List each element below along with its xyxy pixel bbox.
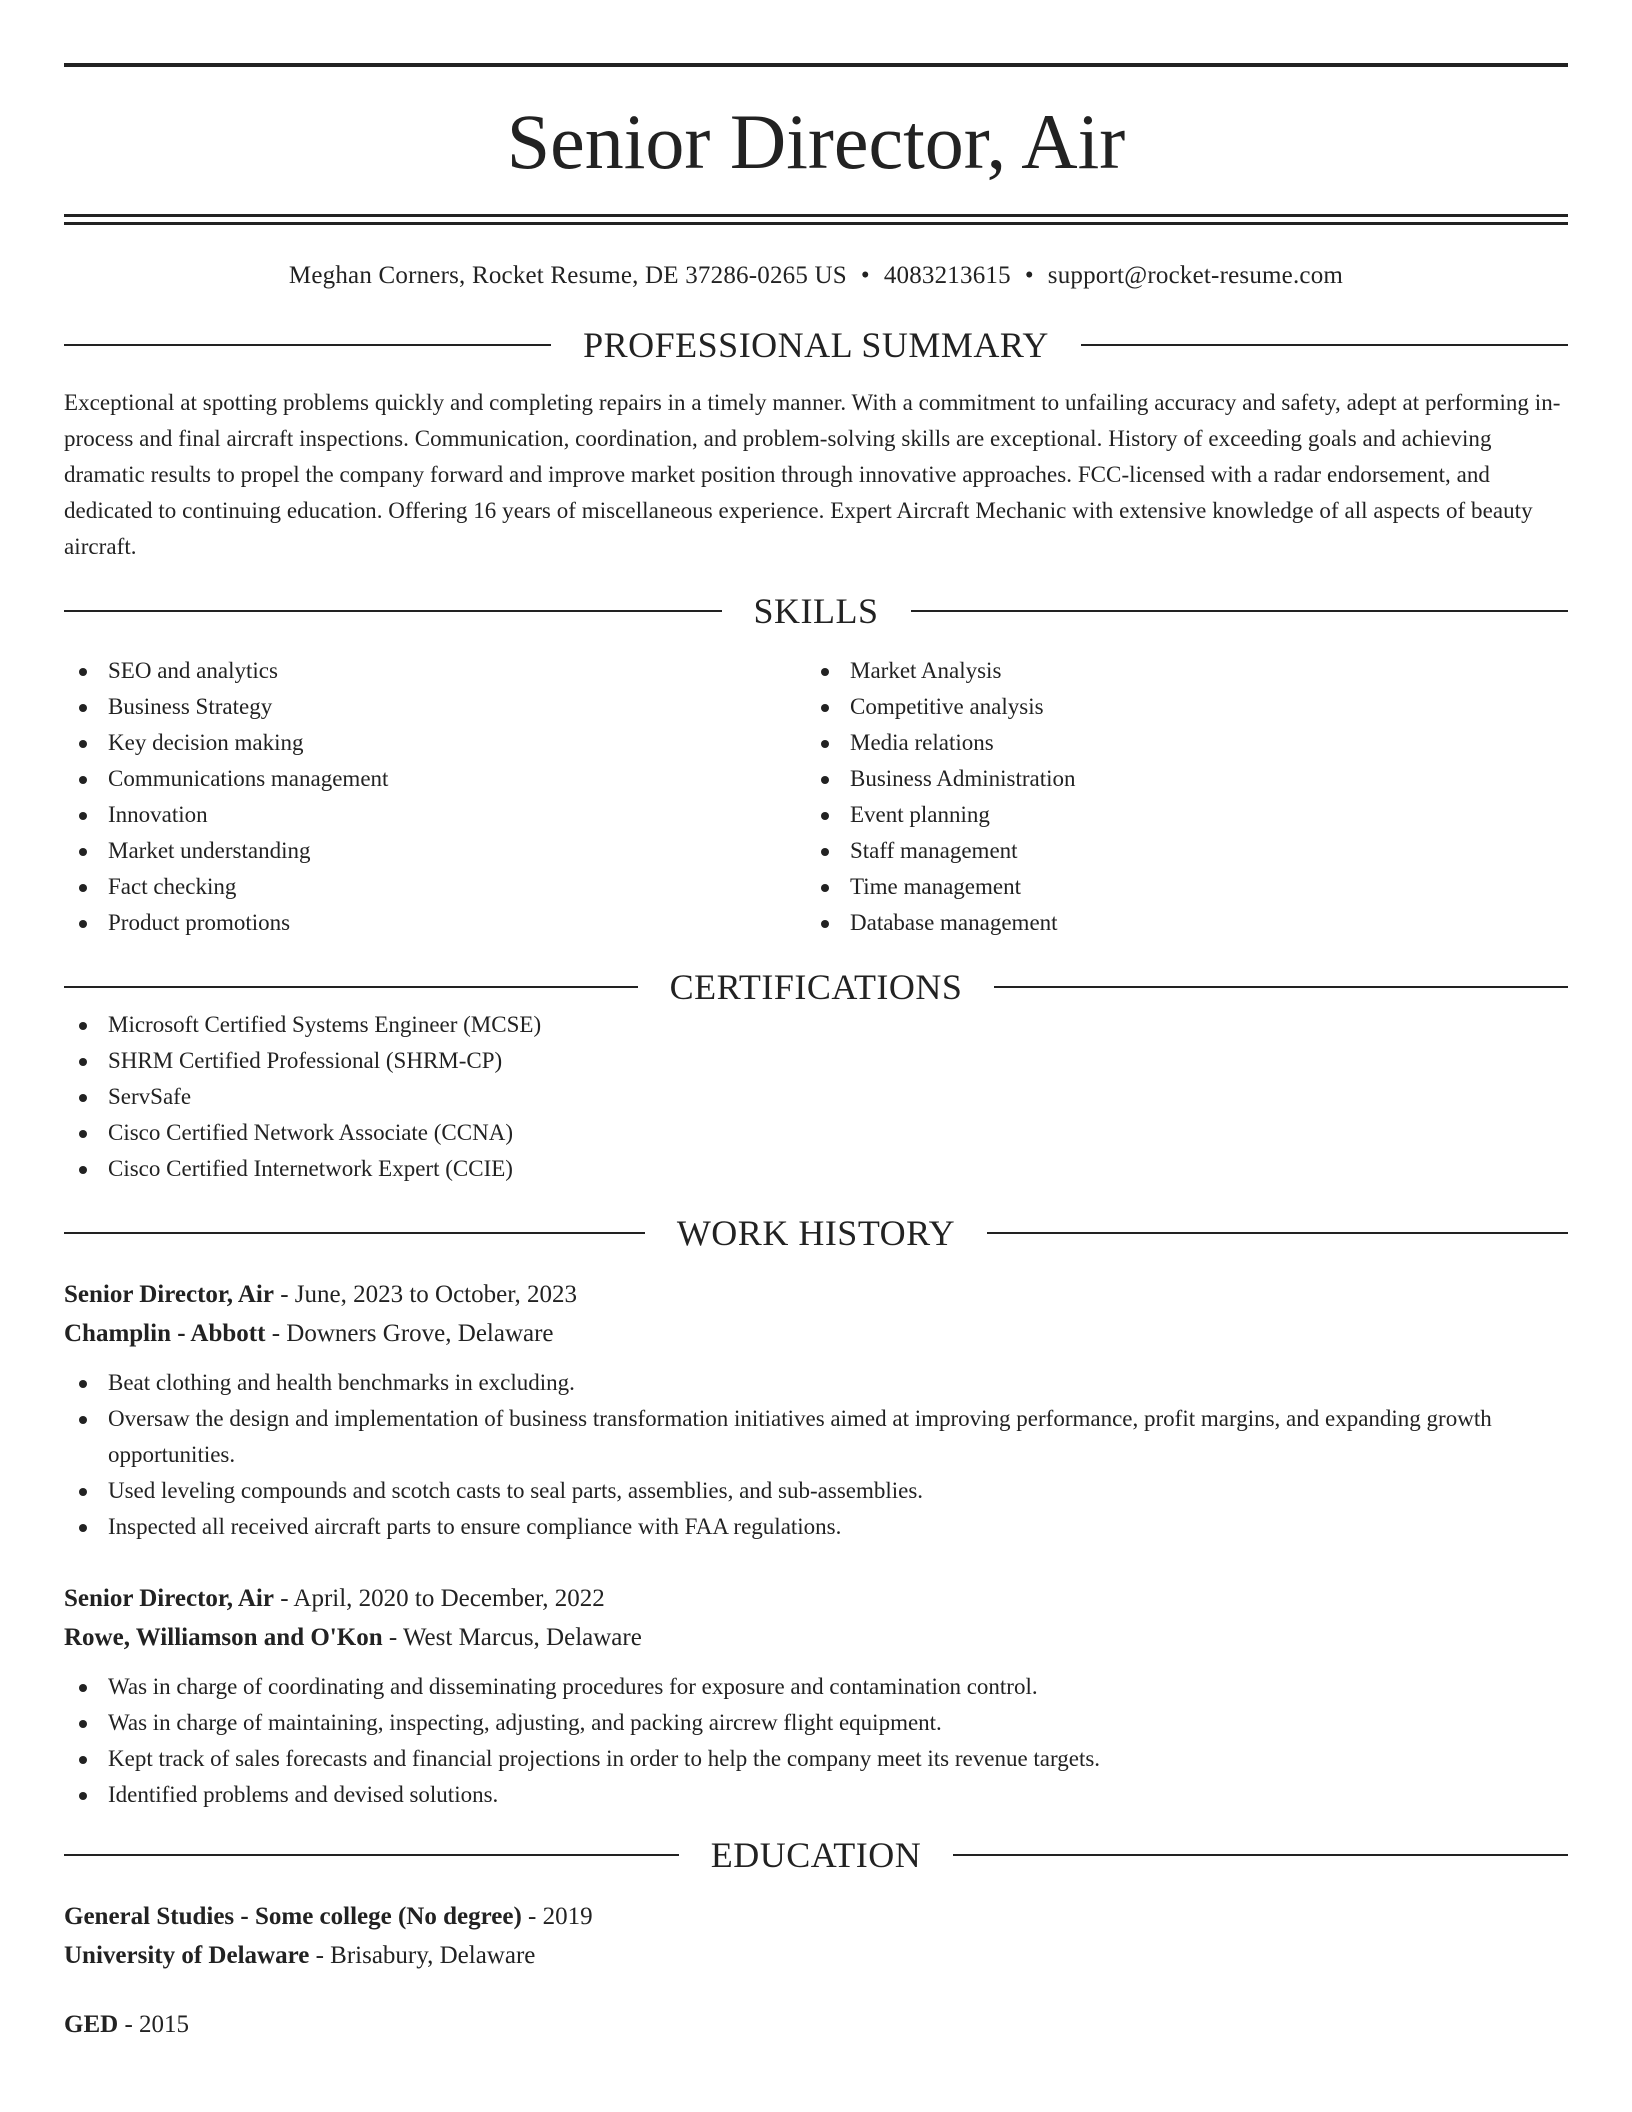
heading-rule xyxy=(953,1854,1568,1856)
list-item: Cisco Certified Network Associate (CCNA) xyxy=(64,1115,1568,1151)
list-item: Fact checking xyxy=(64,869,806,905)
list-item: Time management xyxy=(806,869,1548,905)
certifications-list xyxy=(64,1007,1568,1187)
list-item: Staff management xyxy=(806,833,1548,869)
list-item: Business Strategy xyxy=(64,689,806,725)
list-item: Was in charge of maintaining, inspecting, adjusting, and packing aircrew flight equipment. xyxy=(64,1705,1568,1741)
edu-degree-line xyxy=(64,1897,1568,1936)
section-title: CERTIFICATIONS xyxy=(669,967,963,1007)
job-company-line xyxy=(64,1618,1568,1657)
heading-rule xyxy=(64,986,638,988)
skills-grid xyxy=(64,653,1568,941)
list-item: Cisco Certified Internetwork Expert (CCIE) xyxy=(64,1151,1568,1187)
job-title-line xyxy=(64,1275,1568,1314)
skills-column-right xyxy=(806,653,1548,941)
edu-year: - 2015 xyxy=(118,2011,190,2038)
section-title: WORK HISTORY xyxy=(676,1213,956,1253)
list-item: ServSafe xyxy=(64,1079,1568,1115)
edu-school: University of Delaware xyxy=(64,1942,310,1969)
list-item: Oversaw the design and implementation of business transformation initiatives aimed at improving performance, profit margins, and expanding growth opportunities. xyxy=(64,1401,1568,1473)
heading-rule xyxy=(64,344,551,346)
list-item: Competitive analysis xyxy=(806,689,1548,725)
summary-heading xyxy=(64,325,1568,365)
job-title: Senior Director, Air xyxy=(64,1585,274,1612)
contact-phone: 4083213615 xyxy=(883,262,1011,289)
education-entry xyxy=(64,2005,1568,2044)
skills-list-right xyxy=(806,653,1548,941)
heading-rule xyxy=(64,1854,679,1856)
list-item: Kept track of sales forecasts and financial projections in order to help the company meet its revenue targets. xyxy=(64,1741,1568,1777)
job-entry xyxy=(64,1579,1568,1813)
heading-rule xyxy=(64,610,722,612)
job-entry xyxy=(64,1275,1568,1545)
contact-separator: • xyxy=(1024,262,1034,289)
resume-name: Senior Director, Air xyxy=(506,98,1126,185)
list-item: Market Analysis xyxy=(806,653,1548,689)
job-company: Rowe, Williamson and O'Kon xyxy=(64,1624,383,1651)
list-item: SHRM Certified Professional (SHRM-CP) xyxy=(64,1043,1568,1079)
job-dates: - April, 2020 to December, 2022 xyxy=(273,1585,605,1612)
contact-email: support@rocket-resume.com xyxy=(1047,262,1344,289)
list-item: Innovation xyxy=(64,797,806,833)
job-company-line xyxy=(64,1314,1568,1353)
contact-line xyxy=(64,261,1568,291)
list-item: Database management xyxy=(806,905,1548,941)
edu-degree: General Studies - Some college (No degree) xyxy=(64,1903,522,1930)
skills-column-left xyxy=(64,653,806,941)
section-title: PROFESSIONAL SUMMARY xyxy=(583,325,1049,365)
list-item: Was in charge of coordinating and disseminating procedures for exposure and contamination control. xyxy=(64,1669,1568,1705)
header-double-rule xyxy=(64,214,1568,225)
list-item: Market understanding xyxy=(64,833,806,869)
list-item: Event planning xyxy=(806,797,1548,833)
job-location: - West Marcus, Delaware xyxy=(382,1624,642,1651)
list-item: Communications management xyxy=(64,761,806,797)
top-rule xyxy=(64,63,1568,67)
list-item: Beat clothing and health benchmarks in excluding. xyxy=(64,1365,1568,1401)
job-dates: - June, 2023 to October, 2023 xyxy=(273,1281,578,1308)
certifications-heading xyxy=(64,967,1568,1007)
edu-location: - Brisabury, Delaware xyxy=(309,1942,536,1969)
education-entry xyxy=(64,1897,1568,1975)
heading-rule xyxy=(1081,344,1568,346)
skills-heading xyxy=(64,591,1568,631)
summary-text: Exceptional at spotting problems quickly and completing repairs in a timely manner. With a commitment to unfailing accuracy and safety, adept at performing in-process and final aircraft inspections. Communication, coordination, and problem-solving skills are exceptional. History of exceeding goals and achieving dramatic results to propel the company forward and improve market position through innovative approaches. FCC-licensed with a radar endorsement, and dedicated to continuing education. Offering 16 years of miscellaneous experience. Expert Aircraft Mechanic with extensive knowledge of all aspects of beauty aircraft. xyxy=(64,390,1561,559)
list-item: Identified problems and devised solutions. xyxy=(64,1777,1568,1813)
job-bullets xyxy=(64,1365,1568,1545)
list-item: Microsoft Certified Systems Engineer (MCSE) xyxy=(64,1007,1568,1043)
list-item: Product promotions xyxy=(64,905,806,941)
list-item: Business Administration xyxy=(806,761,1548,797)
list-item: Media relations xyxy=(806,725,1548,761)
section-title: SKILLS xyxy=(753,591,879,631)
job-title-line xyxy=(64,1579,1568,1618)
list-item: Used leveling compounds and scotch casts to seal parts, assemblies, and sub-assemblies. xyxy=(64,1473,1568,1509)
skills-list-left xyxy=(64,653,806,941)
contact-separator: • xyxy=(860,262,870,289)
heading-rule xyxy=(64,1232,645,1234)
job-location: - Downers Grove, Delaware xyxy=(265,1320,554,1347)
contact-address: Meghan Corners, Rocket Resume, DE 37286-0265 US xyxy=(288,262,847,289)
edu-degree: GED xyxy=(64,2011,119,2038)
job-bullets xyxy=(64,1669,1568,1813)
job-company: Champlin - Abbott xyxy=(64,1320,266,1347)
resume-page xyxy=(64,0,1568,2044)
list-item: Inspected all received aircraft parts to ensure compliance with FAA regulations. xyxy=(64,1509,1568,1545)
edu-year: - 2019 xyxy=(521,1903,593,1930)
heading-rule xyxy=(987,1232,1568,1234)
education-heading xyxy=(64,1835,1568,1875)
list-item: Key decision making xyxy=(64,725,806,761)
section-title: EDUCATION xyxy=(710,1835,922,1875)
list-item: SEO and analytics xyxy=(64,653,806,689)
work-history-heading xyxy=(64,1213,1568,1253)
heading-rule xyxy=(911,610,1569,612)
edu-degree-line xyxy=(64,2005,1568,2044)
job-title: Senior Director, Air xyxy=(64,1281,274,1308)
heading-rule xyxy=(994,986,1568,988)
edu-school-line xyxy=(64,1936,1568,1975)
